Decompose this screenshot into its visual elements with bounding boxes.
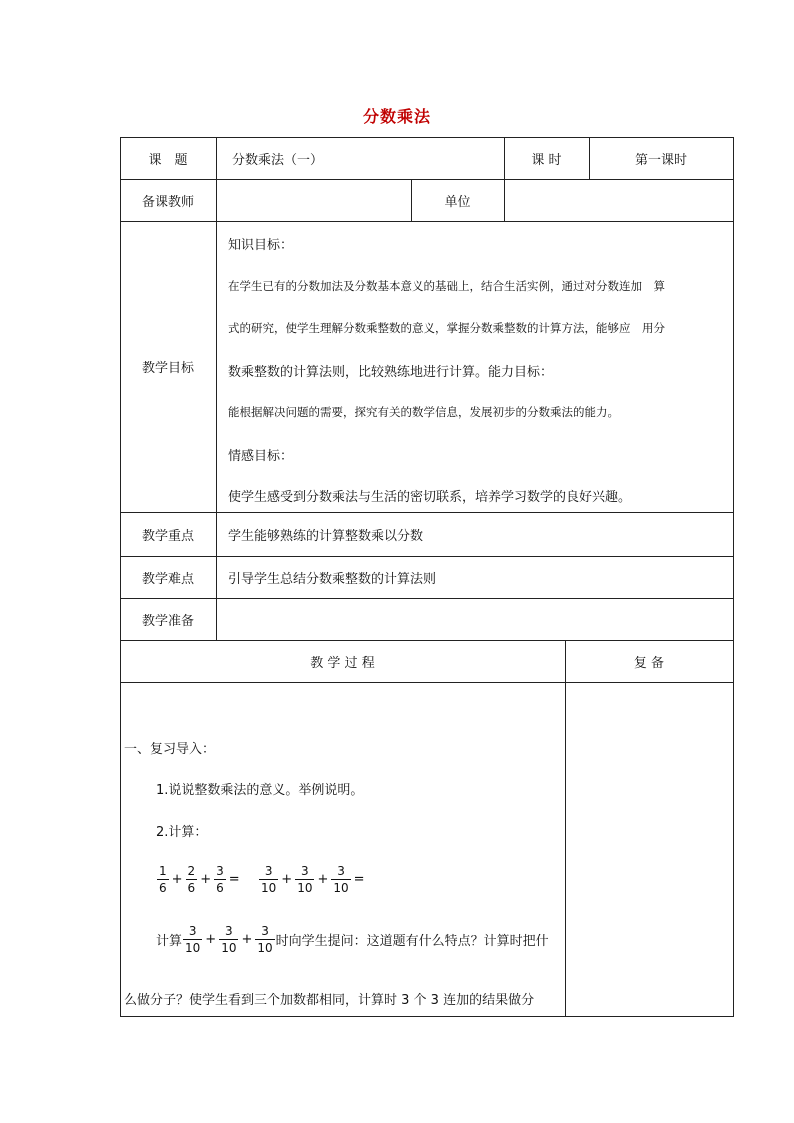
review-item-2: 2.计算： — [156, 825, 208, 840]
notes-header: 复 备 — [633, 655, 665, 671]
emotion-goal: 使学生感受到分数乘法与生活的密切联系，培养学习数学的良好兴趣。 — [228, 490, 632, 505]
page-title: 分数乘法 — [362, 107, 431, 126]
topic-label: 课 题 — [148, 152, 188, 168]
key-point-label: 教学重点 — [141, 528, 194, 544]
review-item-1: 1.说说整数乘法的意义。举例说明。 — [156, 783, 364, 798]
lesson-plan-table — [120, 137, 734, 1017]
process-header: 教 学 过 程 — [310, 655, 375, 671]
knowledge-heading: 知识目标： — [228, 238, 294, 253]
unit-value[interactable] — [504, 179, 733, 221]
unit-label: 单位 — [444, 194, 471, 210]
knowledge-line-3: 数乘整数的计算法则，比较熟练地进行计算。能力目标： — [228, 365, 554, 380]
expression-tenths: $\frac{3}{10}$ + $\frac{3}{10}$ + $\frac{3}{10}$ = — [261, 864, 365, 895]
period-value: 第一课时 — [634, 152, 687, 168]
preparation-label: 教学准备 — [141, 613, 194, 629]
teacher-value[interactable] — [216, 179, 411, 221]
topic-value: 分数乘法（一） — [232, 152, 324, 168]
ability-goal: 能根据解决问题的需要，探究有关的数学信息，发展初步的分数乘法的能力。 — [228, 405, 619, 419]
expression-sixths: $\frac{1}{6}$ + $\frac{2}{6}$ + $\frac{3}{6}$ = — [159, 864, 240, 895]
calc-explanation-line: 么做分子？使学生看到三个加数都相同，计算时 3 个 3 连加的结果做分 — [124, 993, 535, 1008]
teacher-label: 备课教师 — [141, 194, 194, 210]
goals-label: 教学目标 — [141, 361, 194, 376]
section-review: 一、复习导入： — [124, 742, 216, 757]
calc-question-line: 计算 $\frac{3}{10}$ + $\frac{3}{10}$ + $\frac{3}{10}$ 时向学生提问：这道题有什么特点？计算时把什 — [156, 924, 549, 955]
preparation-text[interactable] — [216, 598, 733, 640]
period-label: 课 时 — [531, 152, 562, 168]
difficulty-label: 教学难点 — [141, 571, 194, 587]
key-point-text: 学生能够熟练的计算整数乘以分数 — [228, 528, 424, 544]
difficulty-text: 引导学生总结分数乘整数的计算法则 — [228, 571, 437, 587]
knowledge-line-2: 式的研究，使学生理解分数乘整数的意义，掌握分数乘整数的计算方法，能够应 用分 — [228, 321, 665, 335]
emotion-heading: 情感目标： — [228, 449, 294, 464]
knowledge-line-1: 在学生已有的分数加法及分数基本意义的基础上，结合生活实例，通过对分数连加 算 — [228, 279, 665, 293]
